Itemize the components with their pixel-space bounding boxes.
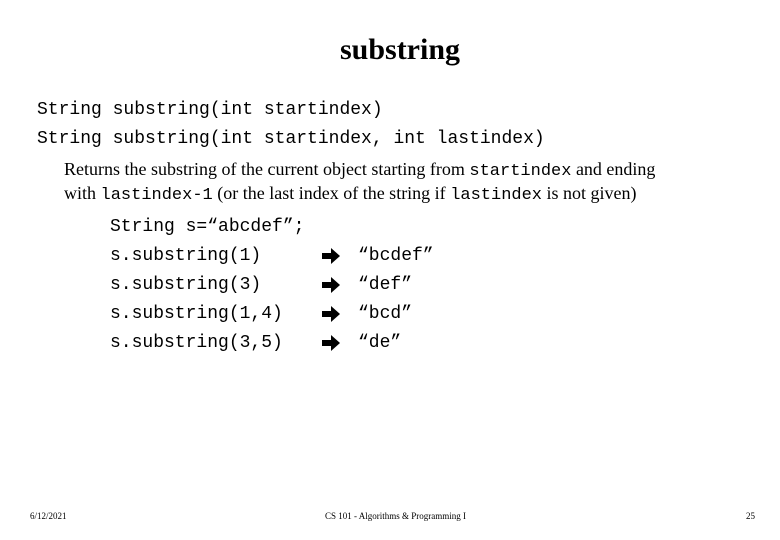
description-line [64, 157, 655, 184]
example-call: s.substring(1,4) [110, 304, 283, 324]
description-text: is not given) [542, 183, 637, 203]
description-line [64, 181, 637, 208]
example-call: s.substring(1) [110, 246, 262, 266]
right-arrow-icon [320, 331, 342, 355]
right-arrow-icon [320, 273, 342, 297]
example-row [110, 244, 510, 268]
description-text: Returns the substring of the current object starting from [64, 159, 470, 179]
example-row [110, 273, 510, 297]
example-call: s.substring(3) [110, 275, 262, 295]
slide-title: substring [339, 33, 461, 66]
example-declaration: String s=“abcdef”; [110, 217, 305, 237]
example-row [110, 331, 510, 355]
footer-course: CS 101 - Algorithms & Programming I [325, 511, 467, 521]
example-row [110, 302, 510, 326]
inline-code: lastindex [450, 186, 543, 205]
method-signature: String substring(int startindex, int lastindex) [37, 129, 545, 149]
method-signature: String substring(int startindex) [37, 100, 383, 120]
example-result: “bcd” [358, 304, 413, 324]
inline-code: startindex [469, 162, 572, 181]
description-text: (or the last index of the string if [212, 183, 451, 203]
example-result: “de” [358, 333, 402, 353]
footer-date: 6/12/2021 [30, 511, 67, 521]
example-result: “def” [358, 275, 413, 295]
example-result: “bcdef” [358, 246, 434, 266]
right-arrow-icon [320, 302, 342, 326]
right-arrow-icon [320, 244, 342, 268]
description-text: with [64, 183, 101, 203]
description-text: and ending [571, 159, 656, 179]
example-call: s.substring(3,5) [110, 333, 283, 353]
footer-page-number: 25 [746, 511, 755, 521]
inline-code: lastindex-1 [100, 186, 213, 205]
